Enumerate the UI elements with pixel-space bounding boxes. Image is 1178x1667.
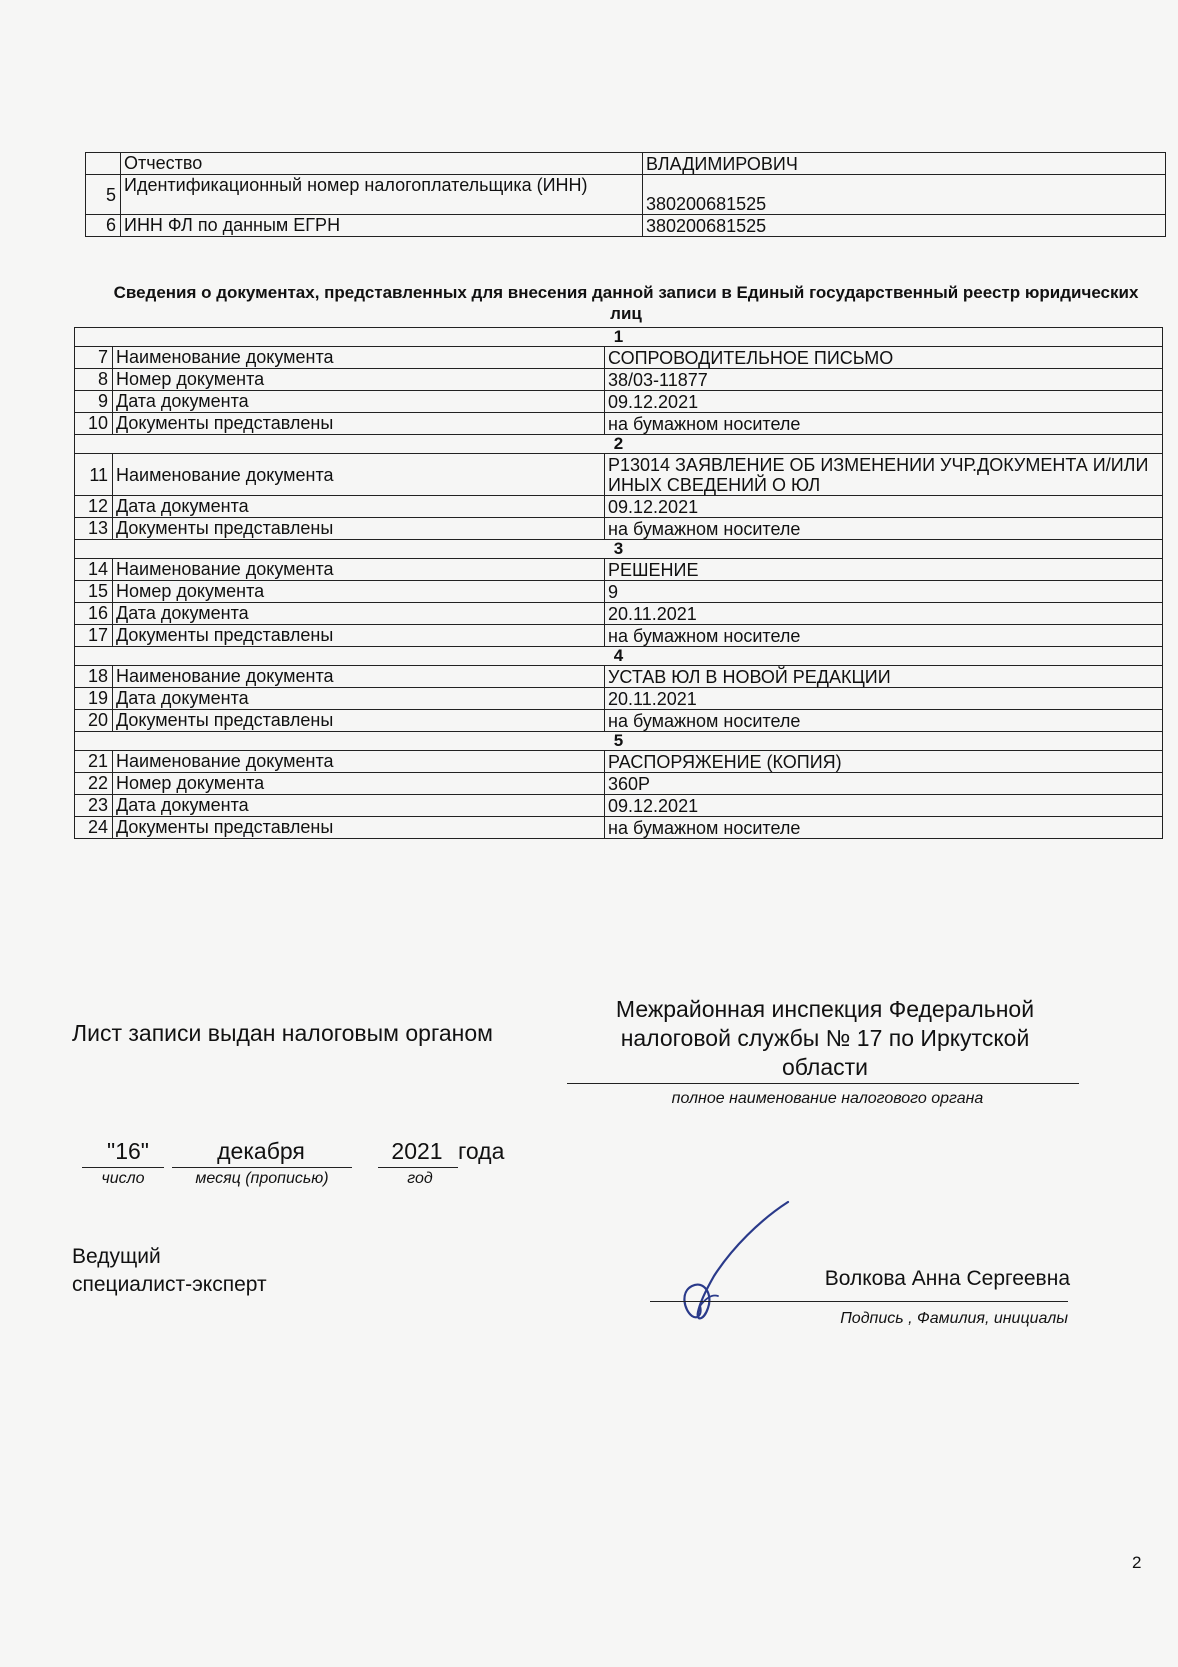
field-label: Наименование документа: [113, 454, 605, 496]
row-number: 16: [75, 603, 113, 625]
date-month-caption: месяц (прописью): [195, 1170, 329, 1187]
group-header-row: [75, 540, 1163, 559]
field-label: Документы представлены: [113, 817, 605, 839]
table-row: [75, 559, 1163, 581]
authority-underline: [567, 1083, 1079, 1084]
signatory-name: Волкова Анна Сергеевна: [824, 1267, 1070, 1290]
row-number: 8: [75, 369, 113, 391]
group-number: 4: [75, 647, 1163, 666]
group-header-row: [75, 647, 1163, 666]
position-line-1: Ведущий: [72, 1245, 161, 1268]
table-row: [75, 454, 1163, 496]
field-value: на бумажном носителе: [605, 710, 1163, 732]
field-value: на бумажном носителе: [605, 413, 1163, 435]
field-label: Номер документа: [113, 773, 605, 795]
field-label: Документы представлены: [113, 518, 605, 540]
date-day: "16": [107, 1138, 149, 1164]
date-year-underline: [378, 1167, 458, 1168]
table-row: [86, 153, 1166, 175]
table-row: [75, 581, 1163, 603]
row-number: 18: [75, 666, 113, 688]
table-row: [86, 175, 1166, 215]
row-number: 17: [75, 625, 113, 647]
field-value: 360Р: [605, 773, 1163, 795]
table-row: [75, 496, 1163, 518]
table-row: [75, 817, 1163, 839]
field-value: 20.11.2021: [605, 603, 1163, 625]
field-label: Дата документа: [113, 603, 605, 625]
field-label: Номер документа: [113, 581, 605, 603]
field-value: 09.12.2021: [605, 496, 1163, 518]
field-value: на бумажном носителе: [605, 518, 1163, 540]
field-value: на бумажном носителе: [605, 817, 1163, 839]
field-label: Идентификационный номер налогоплательщика (ИНН): [121, 175, 643, 215]
table-row: [75, 603, 1163, 625]
date-day-underline: [82, 1167, 164, 1168]
field-value: СОПРОВОДИТЕЛЬНОЕ ПИСЬМО: [605, 347, 1163, 369]
date-year-caption: год: [407, 1170, 433, 1187]
field-value: на бумажном носителе: [605, 625, 1163, 647]
field-value: 380200681525: [643, 175, 1166, 215]
field-label: ИНН ФЛ по данным ЕГРН: [121, 215, 643, 237]
date-month-underline: [172, 1167, 352, 1168]
tax-authority-name: Межрайонная инспекция Федеральной налоговой службы № 17 по Иркутской области: [615, 996, 1035, 1080]
field-label: Номер документа: [113, 369, 605, 391]
field-value: 380200681525: [643, 215, 1166, 237]
field-label: Наименование документа: [113, 751, 605, 773]
row-number: 12: [75, 496, 113, 518]
field-label: Отчество: [121, 153, 643, 175]
section-title: Сведения о документах, представленных для внесения данной записи в Единый государственный реестр юридических лиц: [113, 283, 1139, 323]
group-number: 1: [75, 328, 1163, 347]
signatory-position: [72, 1243, 267, 1299]
table-row: [75, 413, 1163, 435]
field-label: Документы представлены: [113, 625, 605, 647]
table-row: [75, 625, 1163, 647]
date-year-suffix: года: [458, 1138, 505, 1164]
person-table: [85, 152, 1166, 237]
row-number: 20: [75, 710, 113, 732]
table-row: [86, 215, 1166, 237]
group-header-row: [75, 732, 1163, 751]
field-value: 38/03-11877: [605, 369, 1163, 391]
field-value: РЕШЕНИЕ: [605, 559, 1163, 581]
field-value: УСТАВ ЮЛ В НОВОЙ РЕДАКЦИИ: [605, 666, 1163, 688]
row-number: 9: [75, 391, 113, 413]
field-label: Наименование документа: [113, 666, 605, 688]
field-value: 20.11.2021: [605, 688, 1163, 710]
row-number: 10: [75, 413, 113, 435]
handwritten-signature: [660, 1198, 810, 1328]
table-row: [75, 773, 1163, 795]
table-row: [75, 666, 1163, 688]
field-label: Дата документа: [113, 496, 605, 518]
date-year: 2021: [391, 1138, 443, 1164]
row-number: 19: [75, 688, 113, 710]
table-row: [75, 688, 1163, 710]
row-number: 22: [75, 773, 113, 795]
field-label: Дата документа: [113, 795, 605, 817]
issued-label: Лист записи выдан налоговым органом: [72, 1020, 493, 1046]
field-value: 9: [605, 581, 1163, 603]
position-line-2: специалист-эксперт: [72, 1273, 267, 1296]
field-label: Дата документа: [113, 688, 605, 710]
table-row: [75, 369, 1163, 391]
row-number: 5: [86, 175, 121, 215]
field-label: Документы представлены: [113, 413, 605, 435]
row-number: 24: [75, 817, 113, 839]
table-row: [75, 391, 1163, 413]
row-number: 15: [75, 581, 113, 603]
table-row: [75, 710, 1163, 732]
authority-caption: полное наименование налогового органа: [671, 1090, 984, 1107]
group-header-row: [75, 435, 1163, 454]
row-number: 7: [75, 347, 113, 369]
table-row: [75, 347, 1163, 369]
row-number: 23: [75, 795, 113, 817]
row-number: 11: [75, 454, 113, 496]
group-number: 2: [75, 435, 1163, 454]
field-value: 09.12.2021: [605, 795, 1163, 817]
row-number: 13: [75, 518, 113, 540]
field-label: Наименование документа: [113, 347, 605, 369]
signature-caption: Подпись , Фамилия, инициалы: [840, 1310, 1068, 1327]
row-number: 21: [75, 751, 113, 773]
table-row: [75, 795, 1163, 817]
row-number: [86, 153, 121, 175]
field-value: ВЛАДИМИРОВИЧ: [643, 153, 1166, 175]
group-number: 3: [75, 540, 1163, 559]
row-number: 6: [86, 215, 121, 237]
field-value: Р13014 ЗАЯВЛЕНИЕ ОБ ИЗМЕНЕНИИ УЧР.ДОКУМЕНТА И/ИЛИ ИНЫХ СВЕДЕНИЙ О ЮЛ: [605, 454, 1163, 496]
date-month: декабря: [217, 1138, 305, 1164]
group-number: 5: [75, 732, 1163, 751]
table-row: [75, 751, 1163, 773]
signature-underline: [650, 1301, 1068, 1302]
field-label: Документы представлены: [113, 710, 605, 732]
row-number: 14: [75, 559, 113, 581]
page-number: 2: [1132, 1553, 1142, 1572]
field-label: Дата документа: [113, 391, 605, 413]
date-day-caption: число: [101, 1170, 145, 1187]
group-header-row: [75, 328, 1163, 347]
documents-table: [74, 327, 1163, 839]
field-value: РАСПОРЯЖЕНИЕ (КОПИЯ): [605, 751, 1163, 773]
field-label: Наименование документа: [113, 559, 605, 581]
field-value: 09.12.2021: [605, 391, 1163, 413]
table-row: [75, 518, 1163, 540]
